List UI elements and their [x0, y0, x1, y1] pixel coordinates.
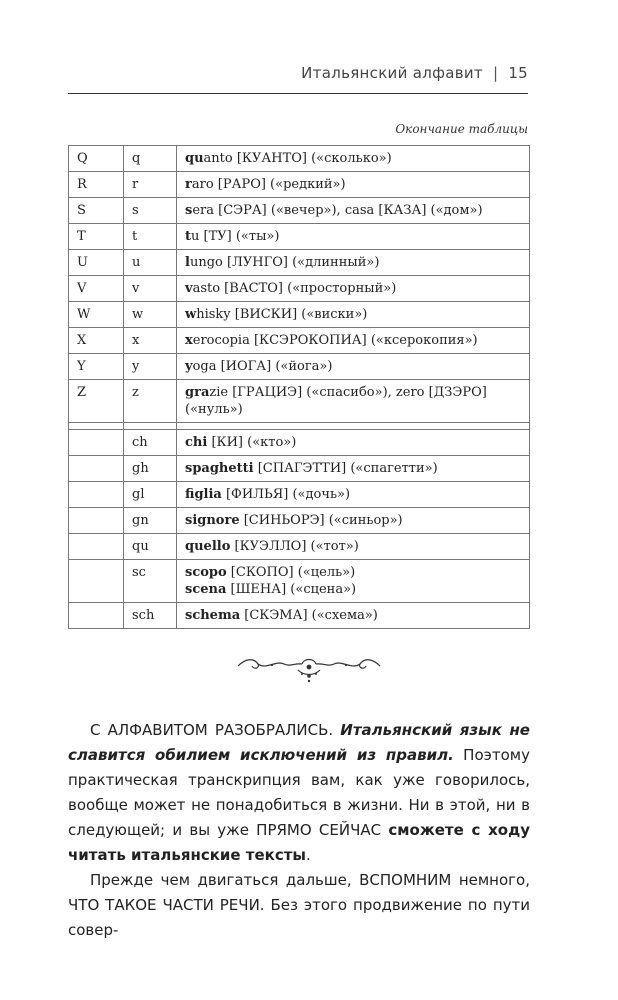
example-word: quello: [185, 539, 231, 554]
spacer-cell: [124, 423, 177, 430]
body-text-end: .: [306, 846, 311, 864]
example-transcription: [СКОПО] («цель»): [226, 565, 356, 580]
example-transcription: [ШЕНА] («сцена»): [226, 582, 357, 597]
uppercase-letter: S: [69, 198, 124, 224]
letter-combination: qu: [124, 534, 177, 560]
lowercase-letter: s: [124, 198, 177, 224]
table-row: [69, 534, 530, 560]
header-separator: |: [492, 64, 499, 82]
example-transcription: [КИ] («кто»): [207, 435, 297, 450]
example-cell: [177, 172, 530, 198]
lowercase-letter: r: [124, 172, 177, 198]
empty-cell: [69, 456, 124, 482]
empty-cell: [69, 603, 124, 629]
table-row: [69, 250, 530, 276]
example-transcription: [СИНЬОРЭ] («синьор»): [239, 513, 403, 528]
example-bold: v: [185, 281, 193, 296]
example-cell: [177, 456, 530, 482]
example-cell: [177, 508, 530, 534]
empty-cell: [69, 482, 124, 508]
example-cell: [177, 603, 530, 629]
emphasis-bold: сможете с ходу читать итальянские тексты: [68, 821, 530, 864]
alphabet-table: [68, 145, 530, 629]
table-row: [69, 276, 530, 302]
chapter-title: Итальянский алфавит: [301, 64, 483, 82]
lowercase-letter: w: [124, 302, 177, 328]
example-bold: x: [185, 333, 193, 348]
lowercase-letter: t: [124, 224, 177, 250]
example-bold: r: [185, 177, 192, 192]
table-row: [69, 302, 530, 328]
uppercase-letter: Y: [69, 354, 124, 380]
uppercase-letter: R: [69, 172, 124, 198]
lowercase-letter: z: [124, 380, 177, 423]
table-row: [69, 198, 530, 224]
table-row: [69, 172, 530, 198]
empty-cell: [69, 430, 124, 456]
header-rule: [68, 93, 528, 94]
example-bold: s: [185, 203, 193, 218]
table-spacer-row: [69, 423, 530, 430]
example-word: schema: [185, 608, 241, 623]
example-rest: erocopia [КСЭРОКОПИА] («ксерокопия»): [192, 333, 478, 348]
example-rest: era [СЭРА] («вечер»), casa [КАЗА] («дом»): [192, 203, 483, 218]
example-rest: asto [ВАСТО] («просторный»): [192, 281, 397, 296]
table-row: [69, 508, 530, 534]
letter-combination: ch: [124, 430, 177, 456]
uppercase-letter: Q: [69, 146, 124, 172]
example-bold: y: [185, 359, 193, 374]
spacer-cell: [177, 423, 530, 430]
running-header: [68, 64, 528, 90]
section-divider-ornament-icon: [232, 654, 386, 684]
example-cell: [177, 560, 530, 603]
letter-combination: gn: [124, 508, 177, 534]
uppercase-letter: U: [69, 250, 124, 276]
table-row: [69, 328, 530, 354]
uppercase-letter: W: [69, 302, 124, 328]
paragraph-parts-of-speech: Прежде чем двигаться дальше, ВСПОМНИМ немного, ЧТО ТАКОЕ ЧАСТИ РЕЧИ. Без этого продвижение по пути совер-: [68, 871, 530, 939]
lowercase-letter: x: [124, 328, 177, 354]
table-row: [69, 354, 530, 380]
example-line: [185, 564, 521, 581]
example-cell: [177, 354, 530, 380]
letter-combination: gh: [124, 456, 177, 482]
summary-caps: С АЛФАВИТОМ РАЗОБРАЛИСЬ.: [90, 721, 341, 739]
lowercase-letter: u: [124, 250, 177, 276]
example-rest: u [ТУ] («ты»): [191, 229, 280, 244]
example-cell: [177, 250, 530, 276]
letter-combination: sc: [124, 560, 177, 603]
letter-combination: sch: [124, 603, 177, 629]
example-word: chi: [185, 435, 208, 450]
example-transcription: [ФИЛЬЯ] («дочь»): [221, 487, 351, 502]
paragraph-alphabet-summary: [68, 718, 530, 868]
table-row: [69, 146, 530, 172]
example-word: spaghetti: [185, 461, 254, 476]
example-cell: [177, 482, 530, 508]
example-cell: [177, 224, 530, 250]
empty-cell: [69, 560, 124, 603]
example-bold: w: [185, 307, 197, 322]
table-continuation-note: Окончание таблицы: [395, 122, 528, 136]
table-row: [69, 224, 530, 250]
example-transcription: [СПАГЭТТИ] («спагетти»): [253, 461, 438, 476]
table-row: [69, 380, 530, 423]
example-bold: qu: [185, 151, 204, 166]
example-rest: anto [КУАНТО] («сколько»): [203, 151, 392, 166]
example-cell: [177, 380, 530, 423]
example-cell: [177, 146, 530, 172]
lowercase-letter: y: [124, 354, 177, 380]
example-rest: aro [РАРО] («редкий»): [191, 177, 346, 192]
example-bold: l: [185, 255, 190, 270]
example-cell: [177, 328, 530, 354]
uppercase-letter: V: [69, 276, 124, 302]
table-row: [69, 560, 530, 603]
example-word: signore: [185, 513, 240, 528]
spacer-cell: [69, 423, 124, 430]
example-cell: [177, 198, 530, 224]
empty-cell: [69, 508, 124, 534]
example-line: [185, 581, 521, 598]
example-cell: [177, 430, 530, 456]
body-text: Поэтому практическая транскрипция вам, как уже говорилось, вообще может не понадобиться в жизни. Ни в этой, ни в следующей; и вы уже ПРЯМО СЕЙЧАС: [68, 746, 530, 839]
example-rest: oga [ИОГА] («йога»): [192, 359, 333, 374]
table-row: [69, 430, 530, 456]
example-transcription: [КУЭЛЛО] («тот»): [230, 539, 359, 554]
letter-combination: gl: [124, 482, 177, 508]
lowercase-letter: v: [124, 276, 177, 302]
emphasis-italic: Итальянский язык не славится обилием исключений из правил.: [68, 721, 530, 764]
example-cell: [177, 276, 530, 302]
table-row: [69, 482, 530, 508]
example-rest: ungo [ЛУНГО] («длинный»): [189, 255, 380, 270]
example-rest: hisky [ВИСКИ] («виски»): [196, 307, 368, 322]
uppercase-letter: Z: [69, 380, 124, 423]
table-row: [69, 603, 530, 629]
lowercase-letter: q: [124, 146, 177, 172]
example-cell: [177, 534, 530, 560]
uppercase-letter: T: [69, 224, 124, 250]
table-row: [69, 456, 530, 482]
example-rest: zie [ГРАЦИЭ] («спасибо»), zero [ДЗЭРО] («нуль»): [185, 385, 487, 417]
example-transcription: [СКЭМА] («схема»): [240, 608, 378, 623]
uppercase-letter: X: [69, 328, 124, 354]
example-word: scopo: [185, 565, 227, 580]
example-bold: t: [185, 229, 192, 244]
example-cell: [177, 302, 530, 328]
example-bold: gra: [185, 385, 210, 400]
example-word: scena: [185, 582, 227, 597]
example-word: figlia: [185, 487, 222, 502]
empty-cell: [69, 534, 124, 560]
page-number: 15: [508, 64, 528, 82]
